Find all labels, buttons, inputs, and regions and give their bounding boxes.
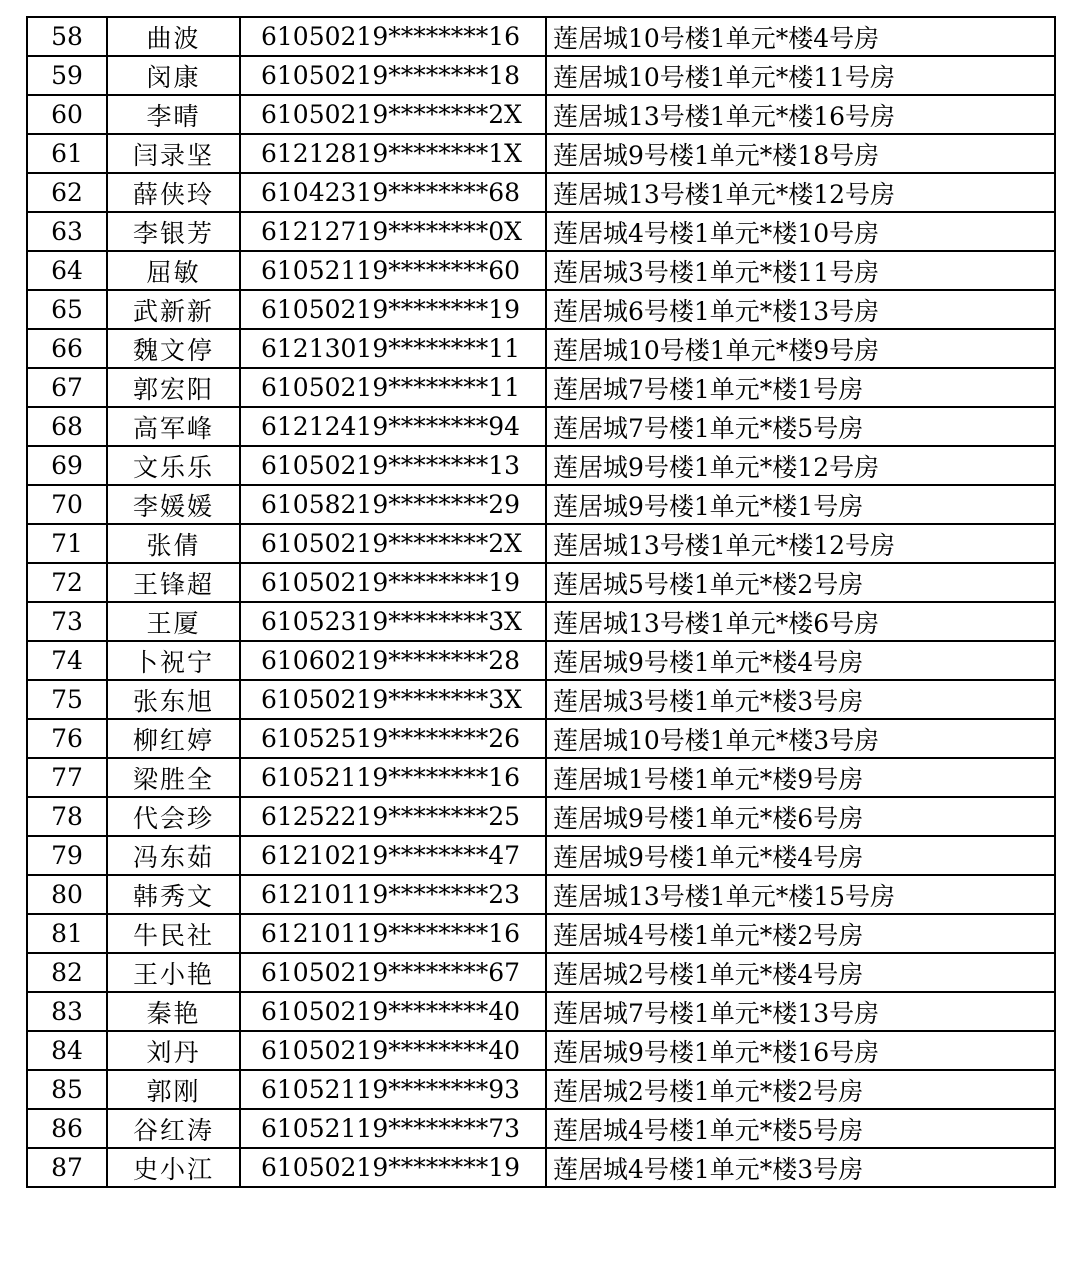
table-row — [27, 836, 1055, 875]
table-row — [27, 719, 1055, 758]
address-cell: 莲居城2号楼1单元*楼2号房 — [546, 1070, 1055, 1109]
id-number-cell: 61210119********23 — [240, 875, 546, 914]
id-number-cell: 61213019********11 — [240, 329, 546, 368]
address-cell: 莲居城2号楼1单元*楼4号房 — [546, 953, 1055, 992]
table-row — [27, 875, 1055, 914]
row-number-cell: 71 — [27, 524, 107, 563]
table-row — [27, 212, 1055, 251]
address-cell: 莲居城13号楼1单元*楼6号房 — [546, 602, 1055, 641]
resident-name-cell: 文乐乐 — [107, 446, 240, 485]
id-number-cell: 61252219********25 — [240, 797, 546, 836]
row-number-cell: 73 — [27, 602, 107, 641]
table-row — [27, 680, 1055, 719]
address-cell: 莲居城4号楼1单元*楼10号房 — [546, 212, 1055, 251]
address-cell: 莲居城10号楼1单元*楼3号房 — [546, 719, 1055, 758]
resident-name-cell: 曲波 — [107, 17, 240, 56]
resident-table — [26, 16, 1056, 1188]
address-cell: 莲居城7号楼1单元*楼13号房 — [546, 992, 1055, 1031]
address-cell: 莲居城9号楼1单元*楼6号房 — [546, 797, 1055, 836]
table-row — [27, 1109, 1055, 1148]
address-cell: 莲居城9号楼1单元*楼4号房 — [546, 641, 1055, 680]
row-number-cell: 74 — [27, 641, 107, 680]
address-cell: 莲居城10号楼1单元*楼9号房 — [546, 329, 1055, 368]
id-number-cell: 61050219********19 — [240, 1148, 546, 1187]
id-number-cell: 61052119********93 — [240, 1070, 546, 1109]
id-number-cell: 61050219********40 — [240, 992, 546, 1031]
id-number-cell: 61050219********18 — [240, 56, 546, 95]
row-number-cell: 64 — [27, 251, 107, 290]
id-number-cell: 61212819********1X — [240, 134, 546, 173]
id-number-cell: 61052319********3X — [240, 602, 546, 641]
id-number-cell: 61050219********16 — [240, 17, 546, 56]
resident-name-cell: 牛民社 — [107, 914, 240, 953]
row-number-cell: 62 — [27, 173, 107, 212]
resident-name-cell: 王厦 — [107, 602, 240, 641]
table-row — [27, 134, 1055, 173]
address-cell: 莲居城3号楼1单元*楼3号房 — [546, 680, 1055, 719]
row-number-cell: 70 — [27, 485, 107, 524]
table-row — [27, 602, 1055, 641]
id-number-cell: 61058219********29 — [240, 485, 546, 524]
row-number-cell: 75 — [27, 680, 107, 719]
resident-name-cell: 谷红涛 — [107, 1109, 240, 1148]
address-cell: 莲居城13号楼1单元*楼16号房 — [546, 95, 1055, 134]
resident-name-cell: 屈敏 — [107, 251, 240, 290]
resident-name-cell: 王小艳 — [107, 953, 240, 992]
row-number-cell: 59 — [27, 56, 107, 95]
table-row — [27, 251, 1055, 290]
table-row — [27, 914, 1055, 953]
table-row — [27, 290, 1055, 329]
row-number-cell: 67 — [27, 368, 107, 407]
row-number-cell: 63 — [27, 212, 107, 251]
row-number-cell: 87 — [27, 1148, 107, 1187]
resident-name-cell: 张倩 — [107, 524, 240, 563]
resident-name-cell: 李晴 — [107, 95, 240, 134]
address-cell: 莲居城10号楼1单元*楼11号房 — [546, 56, 1055, 95]
resident-name-cell: 代会珍 — [107, 797, 240, 836]
address-cell: 莲居城13号楼1单元*楼15号房 — [546, 875, 1055, 914]
resident-name-cell: 李银芳 — [107, 212, 240, 251]
address-cell: 莲居城9号楼1单元*楼4号房 — [546, 836, 1055, 875]
resident-name-cell: 李媛媛 — [107, 485, 240, 524]
row-number-cell: 78 — [27, 797, 107, 836]
id-number-cell: 61210119********16 — [240, 914, 546, 953]
address-cell: 莲居城7号楼1单元*楼5号房 — [546, 407, 1055, 446]
row-number-cell: 86 — [27, 1109, 107, 1148]
table-row — [27, 953, 1055, 992]
table-row — [27, 95, 1055, 134]
id-number-cell: 61060219********28 — [240, 641, 546, 680]
row-number-cell: 84 — [27, 1031, 107, 1070]
address-cell: 莲居城5号楼1单元*楼2号房 — [546, 563, 1055, 602]
id-number-cell: 61050219********2X — [240, 95, 546, 134]
id-number-cell: 61050219********2X — [240, 524, 546, 563]
table-row — [27, 173, 1055, 212]
row-number-cell: 68 — [27, 407, 107, 446]
id-number-cell: 61052119********73 — [240, 1109, 546, 1148]
id-number-cell: 61050219********19 — [240, 563, 546, 602]
id-number-cell: 61050219********11 — [240, 368, 546, 407]
address-cell: 莲居城13号楼1单元*楼12号房 — [546, 524, 1055, 563]
table-row — [27, 1031, 1055, 1070]
table-row — [27, 446, 1055, 485]
address-cell: 莲居城4号楼1单元*楼3号房 — [546, 1148, 1055, 1187]
id-number-cell: 61042319********68 — [240, 173, 546, 212]
address-cell: 莲居城9号楼1单元*楼16号房 — [546, 1031, 1055, 1070]
address-cell: 莲居城1号楼1单元*楼9号房 — [546, 758, 1055, 797]
row-number-cell: 76 — [27, 719, 107, 758]
resident-name-cell: 张东旭 — [107, 680, 240, 719]
resident-name-cell: 闵康 — [107, 56, 240, 95]
address-cell: 莲居城4号楼1单元*楼5号房 — [546, 1109, 1055, 1148]
table-row — [27, 1070, 1055, 1109]
resident-name-cell: 高军峰 — [107, 407, 240, 446]
table-row — [27, 641, 1055, 680]
id-number-cell: 61212719********0X — [240, 212, 546, 251]
row-number-cell: 69 — [27, 446, 107, 485]
resident-name-cell: 卜祝宁 — [107, 641, 240, 680]
id-number-cell: 61052119********16 — [240, 758, 546, 797]
table-row — [27, 797, 1055, 836]
table-row — [27, 1148, 1055, 1187]
table-row — [27, 329, 1055, 368]
row-number-cell: 83 — [27, 992, 107, 1031]
row-number-cell: 61 — [27, 134, 107, 173]
id-number-cell: 61050219********67 — [240, 953, 546, 992]
table-row — [27, 485, 1055, 524]
row-number-cell: 85 — [27, 1070, 107, 1109]
address-cell: 莲居城9号楼1单元*楼12号房 — [546, 446, 1055, 485]
table-body — [27, 17, 1055, 1187]
table-row — [27, 563, 1055, 602]
row-number-cell: 82 — [27, 953, 107, 992]
id-number-cell: 61052519********26 — [240, 719, 546, 758]
resident-name-cell: 魏文停 — [107, 329, 240, 368]
resident-name-cell: 王锋超 — [107, 563, 240, 602]
id-number-cell: 61210219********47 — [240, 836, 546, 875]
resident-name-cell: 冯东茹 — [107, 836, 240, 875]
resident-name-cell: 闫录坚 — [107, 134, 240, 173]
document-sheet — [26, 16, 1054, 1188]
resident-name-cell: 刘丹 — [107, 1031, 240, 1070]
row-number-cell: 58 — [27, 17, 107, 56]
row-number-cell: 77 — [27, 758, 107, 797]
row-number-cell: 66 — [27, 329, 107, 368]
row-number-cell: 65 — [27, 290, 107, 329]
address-cell: 莲居城4号楼1单元*楼2号房 — [546, 914, 1055, 953]
resident-name-cell: 史小江 — [107, 1148, 240, 1187]
resident-name-cell: 柳红婷 — [107, 719, 240, 758]
address-cell: 莲居城9号楼1单元*楼1号房 — [546, 485, 1055, 524]
resident-name-cell: 武新新 — [107, 290, 240, 329]
id-number-cell: 61050219********40 — [240, 1031, 546, 1070]
row-number-cell: 81 — [27, 914, 107, 953]
table-row — [27, 524, 1055, 563]
address-cell: 莲居城10号楼1单元*楼4号房 — [546, 17, 1055, 56]
row-number-cell: 80 — [27, 875, 107, 914]
id-number-cell: 61050219********19 — [240, 290, 546, 329]
resident-name-cell: 薛侠玲 — [107, 173, 240, 212]
id-number-cell: 61212419********94 — [240, 407, 546, 446]
resident-name-cell: 梁胜全 — [107, 758, 240, 797]
id-number-cell: 61050219********13 — [240, 446, 546, 485]
table-row — [27, 17, 1055, 56]
table-row — [27, 992, 1055, 1031]
row-number-cell: 72 — [27, 563, 107, 602]
address-cell: 莲居城6号楼1单元*楼13号房 — [546, 290, 1055, 329]
id-number-cell: 61050219********3X — [240, 680, 546, 719]
id-number-cell: 61052119********60 — [240, 251, 546, 290]
address-cell: 莲居城9号楼1单元*楼18号房 — [546, 134, 1055, 173]
row-number-cell: 79 — [27, 836, 107, 875]
resident-name-cell: 郭刚 — [107, 1070, 240, 1109]
address-cell: 莲居城3号楼1单元*楼11号房 — [546, 251, 1055, 290]
address-cell: 莲居城13号楼1单元*楼12号房 — [546, 173, 1055, 212]
resident-name-cell: 秦艳 — [107, 992, 240, 1031]
table-row — [27, 368, 1055, 407]
resident-name-cell: 韩秀文 — [107, 875, 240, 914]
table-row — [27, 407, 1055, 446]
address-cell: 莲居城7号楼1单元*楼1号房 — [546, 368, 1055, 407]
resident-name-cell: 郭宏阳 — [107, 368, 240, 407]
table-row — [27, 56, 1055, 95]
table-row — [27, 758, 1055, 797]
row-number-cell: 60 — [27, 95, 107, 134]
